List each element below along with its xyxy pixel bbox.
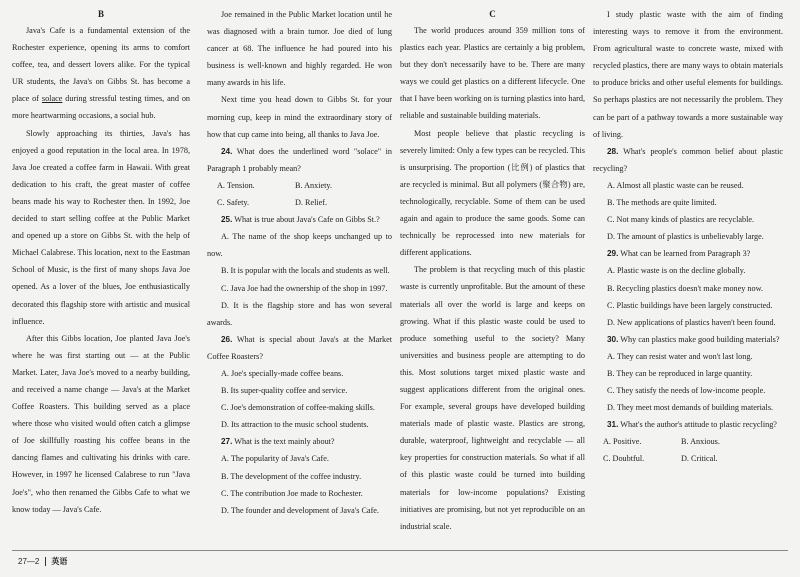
answer-option[interactable]: D. Critical. [681, 454, 718, 464]
passage-b-paragraph-1: Java's Cafe is a fundamental extension of the Rochester experience, opening its arms to comfort coffee, tea, and dessert lovers alike. For the typical UR students, the Java's on Gibbs St. has become a place of solace during stressful testing times, and on more heartwarming occasions, a social hub. [12, 26, 191, 121]
answer-option[interactable]: A. Joe's specially-made coffee beans. [221, 368, 344, 378]
answer-option[interactable]: D. Its attraction to the music school students. [221, 420, 369, 430]
question-number: 31. [607, 420, 619, 430]
question-stem [207, 143, 392, 177]
options-row [217, 177, 392, 194]
answer-option[interactable]: D. The founder and development of Java's Cafe. [221, 505, 379, 515]
passage-c-paragraph-3: The problem is that recycling much of this plastic waste is currently unprofitable. But the amount of these materials all over the world is large and keeps on growing. What if this plastic waste could be used to produce something useful to the society? Many universities and business people are attempting to do this. Most solutions target mixed plastic waste and suggest applications different from the original ones. For example, several groups have developed building materials made of plastic waste. Plastics are strong, durable, waterproof, lightweight and recyclable — all key properties for construction materials. So what if all of this plastic waste could be turned into building materials for low-income populations? Existing initiatives are promising, but not yet reproducible on an industrial scale. [400, 265, 585, 531]
questions-b [207, 143, 392, 519]
passage-b-paragraph-3: After this Gibbs location, Joe planted Java Joe's where he was first starting out — at the Public Market. Later, Java Joe's moved to a nearby building, and received a name change — Java's at the Market Coffee Roasters. This building served as a place where those who visited would often catch a glimpse of Joe skillfully roasting his coffee beans in the dancing flames and cultivating his drinks with care. However, in 1997 he licensed Calabrese to run "Java Joe's", who then renamed the Gibbs Cafe to what we know today — Java's Cafe. [12, 333, 190, 514]
answer-option[interactable]: C. Joe's demonstration of coffee-making skills. [221, 403, 375, 413]
question-number: 25. [221, 215, 233, 225]
answer-option[interactable]: B. Anxiety. [295, 180, 332, 190]
passage-c-paragraph-1: The world produces around 359 million tons of plastics each year. Plastics are certainly a big problem, but they don't necessarily have to be. There are many ways we could get plastics on a different lifecycle. One that I have been working on is turning plastics into hard, reliable and sustainable building materials. [400, 26, 585, 121]
answer-option[interactable]: C. Safety. [217, 198, 249, 208]
question-number: 28. [607, 146, 619, 156]
questions-c [593, 143, 783, 468]
column-2 [207, 6, 392, 519]
question-stem [207, 433, 392, 450]
question-stem [593, 245, 783, 262]
answer-option[interactable]: A. The name of the shop keeps unchanged up to now. [207, 232, 392, 259]
answer-option[interactable]: C. Java Joe had the ownership of the shop in 1997. [221, 283, 388, 293]
passage-c-paragraph-2: Most people believe that plastic recycling is severely limited: Only a few types can be recycled. This is unsurprising. The proportion (比例) of plastics that are recycled is minimal. But all polymers (聚合物) are, technologically, recyclable. Some of them can be used again and again to produce the same goods. Some can technically be reprocessed into new materials for different applications. [400, 128, 585, 258]
question-stem [593, 143, 783, 177]
answer-option[interactable]: A. They can resist water and won't last long. [607, 351, 753, 361]
answer-option[interactable]: A. Positive. [603, 437, 642, 447]
answer-option[interactable]: B. Anxious. [681, 437, 720, 447]
stem-text: " in Paragraph 1 probably mean? [207, 146, 392, 173]
question-stem [593, 331, 783, 348]
options-row [217, 194, 392, 211]
section-c-heading: C [489, 9, 496, 19]
answer-option[interactable]: B. The methods are quite limited. [607, 198, 717, 208]
answer-option[interactable]: A. Tension. [217, 180, 255, 190]
question-stem [593, 416, 783, 433]
options-row [603, 450, 783, 467]
stem-text: What is true about Java's Cafe on Gibbs St.? [234, 215, 380, 225]
stem-text: What is special about Java's at the Market Coffee Roasters? [207, 334, 392, 361]
section-b-heading: B [97, 9, 104, 19]
answer-option[interactable]: B. It is popular with the locals and students as well. [221, 266, 390, 276]
answer-option[interactable]: B. Its super-quality coffee and service. [221, 386, 348, 396]
stem-text: What's people's common belief about plastic recycling? [593, 146, 784, 173]
underlined-word: solace [41, 94, 63, 104]
answer-option[interactable]: A. The popularity of Java's Cafe. [221, 454, 329, 464]
answer-option[interactable]: C. Plastic buildings have been largely constructed. [607, 300, 773, 310]
subject-label: 英语 [51, 556, 68, 566]
answer-option[interactable]: B. They can be reproduced in large quantity. [607, 368, 753, 378]
answer-option[interactable]: B. Recycling plastics doesn't make money now. [607, 283, 764, 293]
question-number: 29. [607, 249, 619, 259]
question-number: 30. [607, 334, 619, 344]
answer-option[interactable]: C. Not many kinds of plastics are recyclable. [607, 215, 755, 225]
stem-text: What is the text mainly about? [234, 437, 335, 447]
passage-b-paragraph-2: Slowly approaching its thirties, Java's has enjoyed a good reputation in the local area. In 1978, Java Joe created a coffee farm in Hawaii. With great dedication to his craft, the great master of coffee beans made his way to Rochester then. In 1992, Joe decided to start selling coffee at the Public Market and opened up a store on Gibbs St. with the help of Michael Calabrese. This location, next to the Eastman School of Music, is the first of many shops Java Joe opened. As a lover of the blues, Joe enthusiastically decorated this flagship store with artistic and musical influence. [12, 128, 190, 326]
answer-option[interactable]: B. The development of the coffee industry. [221, 471, 362, 481]
stem-word: solace [357, 146, 378, 156]
answer-option[interactable]: D. It is the flagship store and has won several awards. [207, 300, 392, 327]
question-number: 27. [221, 437, 233, 447]
footer [12, 554, 67, 568]
stem-text: What's the author's attitude to plastic recycling? [620, 420, 777, 430]
answer-option[interactable]: A. Almost all plastic waste can be reused. [607, 180, 744, 190]
column-3 [400, 6, 585, 535]
options-row [603, 433, 783, 450]
footer-divider [12, 550, 788, 551]
stem-text: What can be learned from Paragraph 3? [620, 249, 751, 259]
stem-text: Why can plastics make good building materials? [620, 334, 780, 344]
passage-b-paragraph-5: Next time you head down to Gibbs St. for your morning cup, keep in mind the extraordinary story of how that cup came into being, all thanks to Java Joe. [207, 95, 392, 139]
answer-option[interactable]: D. The amount of plastics is unbelievably large. [607, 232, 764, 242]
column-1 [12, 6, 190, 518]
stem-text: What does the underlined word " [236, 146, 358, 156]
question-number: 26. [221, 334, 233, 344]
passage-c-paragraph-4: I study plastic waste with the aim of finding interesting ways to remove it from the environment. From agricultural waste to concrete waste, mixed with recycled plastics, there are many ways to obtain materials to produce bricks and other useful elements for buildings. So perhaps plastics are not necessarily the problem. They can be part of a pathway towards a more sustainable way of living. [593, 10, 783, 139]
question-number: 24. [221, 146, 233, 156]
page-number: 27—2 [12, 557, 46, 566]
column-4 [593, 6, 783, 468]
question-stem [207, 211, 392, 228]
answer-option[interactable]: C. Doubtful. [603, 454, 645, 464]
answer-option[interactable]: D. New applications of plastics haven't been found. [607, 317, 776, 327]
answer-option[interactable]: C. They satisfy the needs of low-income people. [607, 386, 766, 396]
answer-option[interactable]: A. Plastic waste is on the decline globally. [607, 266, 746, 276]
answer-option[interactable]: D. They meet most demands of building materials. [607, 403, 774, 413]
answer-option[interactable]: C. The contribution Joe made to Rochester. [221, 488, 363, 498]
passage-b-paragraph-4: Joe remained in the Public Market location until he was diagnosed with a brain tumor. Joe died of lung cancer at 68. The influence he had poured into his business is well-known and highly regarded. He won many awards in his life. [207, 10, 392, 88]
question-stem [207, 331, 392, 365]
answer-option[interactable]: D. Relief. [295, 198, 328, 208]
